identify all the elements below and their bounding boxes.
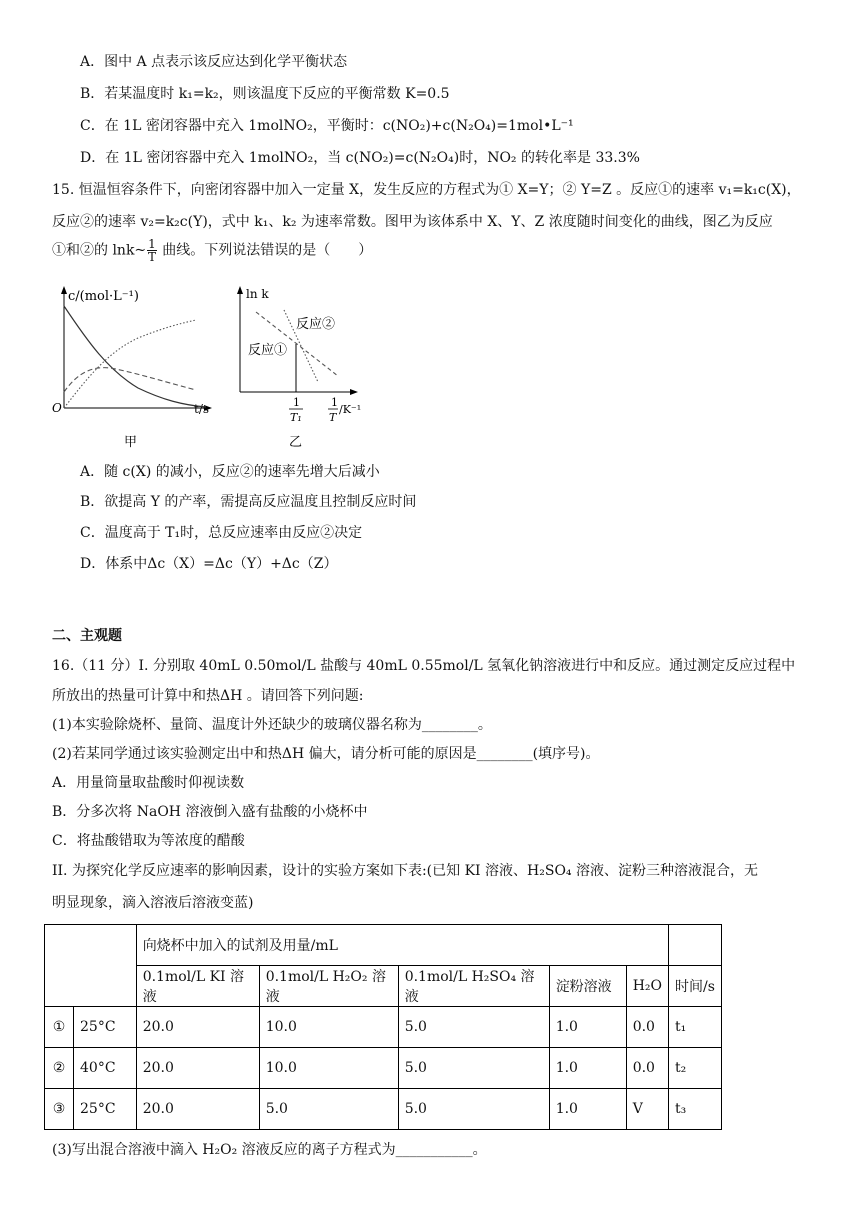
q14-option-d: D．在 1L 密闭容器中充入 1molNO₂，当 c(NO₂)=c(N₂O₄)时，NO₂ 的转化率是 33.3% — [80, 150, 640, 166]
row-number: ③ — [45, 1089, 74, 1130]
q16-sub1: (1)本实验除烧杯、量筒、温度计外还缺少的玻璃仪器名称为________。 — [52, 717, 492, 733]
col-ki: 0.1mol/L KI 溶液 — [136, 966, 259, 1007]
jia-curve-y — [64, 368, 196, 392]
jia-origin-label: O — [52, 401, 62, 415]
col-starch: 淀粉溶液 — [549, 966, 626, 1007]
row-starch: 1.0 — [549, 1007, 626, 1048]
jia-curve-x — [64, 306, 206, 407]
q15-stem-line3-post: 曲线。下列说法错误的是（ ） — [157, 242, 373, 259]
yi-y-axis-label: ln k — [246, 287, 269, 301]
row-h2so4: 5.0 — [398, 1089, 549, 1130]
q15-stem-line3 — [52, 238, 372, 263]
row-temp: 25°C — [74, 1089, 137, 1130]
q16-sub2: (2)若某同学通过该实验测定出中和热ΔH 偏大，请分析可能的原因是________(填序号)。 — [52, 746, 600, 762]
fraction-denominator: T — [147, 250, 156, 264]
row-ki: 20.0 — [136, 1089, 259, 1130]
row-ki: 20.0 — [136, 1048, 259, 1089]
q15-option-b: B．欲提高 Y 的产率，需提高反应温度且控制反应时间 — [80, 494, 417, 510]
yi-tick-numerator: 1 — [293, 396, 300, 409]
col-h2o2: 0.1mol/L H₂O₂ 溶液 — [259, 966, 398, 1007]
table-row — [45, 1048, 722, 1089]
row-starch: 1.0 — [549, 1048, 626, 1089]
q15-option-d: D．体系中Δc（X）=Δc（Y）+Δc（Z） — [80, 556, 338, 572]
yi-label-r1: 反应① — [248, 343, 288, 358]
q15-stem-line3-pre: ①和②的 lnk~ — [52, 242, 147, 259]
figure-jia — [48, 282, 218, 452]
table-row — [45, 1007, 722, 1048]
yi-tick-denominator: T₁ — [290, 411, 302, 424]
q14-option-c: C．在 1L 密闭容器中充入 1molNO₂，平衡时：c(NO₂)+c(N₂O₄)=1mol•L⁻¹ — [80, 118, 574, 134]
q14-option-b: B．若某温度时 k₁=k₂，则该温度下反应的平衡常数 K=0.5 — [80, 86, 450, 102]
q16-sub3: (3)写出混合溶液中滴入 H₂O₂ 溶液反应的离子方程式为___________。 — [52, 1142, 487, 1158]
row-water: V — [626, 1089, 668, 1130]
row-temp: 25°C — [74, 1007, 137, 1048]
table-row — [45, 1089, 722, 1130]
section-heading: 二、主观题 — [52, 628, 122, 644]
table-group-header: 向烧杯中加入的试剂及用量/mL — [136, 925, 668, 966]
experiment-table — [44, 924, 722, 1130]
q14-option-a: A．图中 A 点表示该反应达到化学平衡状态 — [80, 54, 348, 70]
inverse-t-fraction — [147, 238, 157, 263]
q16-part2-line2: 明显现象，滴入溶液后溶液变蓝) — [52, 895, 254, 911]
row-number: ① — [45, 1007, 74, 1048]
q16-stem-line2: 所放出的热量可计算中和热ΔH 。请回答下列问题: — [52, 688, 364, 704]
row-time: t₃ — [669, 1089, 722, 1130]
jia-y-axis-label: c/(mol·L⁻¹) — [68, 289, 139, 304]
q15-option-c: C．温度高于 T₁时，总反应速率由反应②决定 — [80, 525, 363, 541]
row-number: ② — [45, 1048, 74, 1089]
q15-stem-line1: 15. 恒温恒容条件下，向密闭容器中加入一定量 X，发生反应的方程式为① X=Y；② Y=Z 。反应①的速率 v₁=k₁c(X)， — [52, 182, 801, 198]
row-ki: 20.0 — [136, 1007, 259, 1048]
col-time: 时间/s — [669, 966, 722, 1007]
q16-stem-line1: 16.（11 分）I. 分别取 40mL 0.50mol/L 盐酸与 40mL 0.55mol/L 氢氧化钠溶液进行中和反应。通过测定反应过程中 — [52, 658, 796, 674]
row-water: 0.0 — [626, 1048, 668, 1089]
q16-option-b: B．分多次将 NaOH 溶液倒入盛有盐酸的小烧杯中 — [52, 804, 368, 820]
row-time: t₁ — [669, 1007, 722, 1048]
row-h2so4: 5.0 — [398, 1048, 549, 1089]
q16-part2-line1: II. 为探究化学反应速率的影响因素，设计的实验方案如下表:(已知 KI 溶液、H₂SO₄ 溶液、淀粉三种溶液混合，无 — [52, 863, 758, 879]
fraction-numerator: 1 — [148, 237, 156, 251]
q15-stem-line2: 反应②的速率 v₂=k₂c(Y)，式中 k₁、k₂ 为速率常数。图甲为该体系中 X、Y、Z 浓度随时间变化的曲线，图乙为反应 — [52, 214, 773, 230]
figure-yi — [226, 282, 366, 452]
col-water: H₂O — [626, 966, 668, 1007]
table-empty-header — [669, 925, 722, 966]
row-h2so4: 5.0 — [398, 1007, 549, 1048]
table-column-row — [45, 966, 722, 1007]
col-h2so4: 0.1mol/L H₂SO₄ 溶液 — [398, 966, 549, 1007]
row-h2o2: 10.0 — [259, 1048, 398, 1089]
jia-caption: 甲 — [124, 435, 138, 450]
row-h2o2: 10.0 — [259, 1007, 398, 1048]
yi-x-numerator: 1 — [331, 396, 338, 409]
row-time: t₂ — [669, 1048, 722, 1089]
q15-option-a: A．随 c(X) 的减小，反应②的速率先增大后减小 — [80, 464, 380, 480]
yi-x-unit: /K⁻¹ — [339, 403, 362, 416]
yi-x-denominator: T — [329, 411, 337, 424]
row-water: 0.0 — [626, 1007, 668, 1048]
table-header-row — [45, 925, 722, 966]
q16-option-a: A．用量筒量取盐酸时仰视读数 — [52, 775, 245, 791]
yi-label-r2: 反应② — [296, 317, 336, 332]
row-starch: 1.0 — [549, 1089, 626, 1130]
q16-option-c: C．将盐酸错取为等浓度的醋酸 — [52, 833, 245, 849]
yi-caption: 乙 — [289, 435, 303, 450]
jia-curve-z — [64, 320, 196, 408]
row-temp: 40°C — [74, 1048, 137, 1089]
row-h2o2: 5.0 — [259, 1089, 398, 1130]
jia-x-axis-label: t/s — [194, 402, 210, 416]
table-corner-cell — [45, 925, 137, 1007]
